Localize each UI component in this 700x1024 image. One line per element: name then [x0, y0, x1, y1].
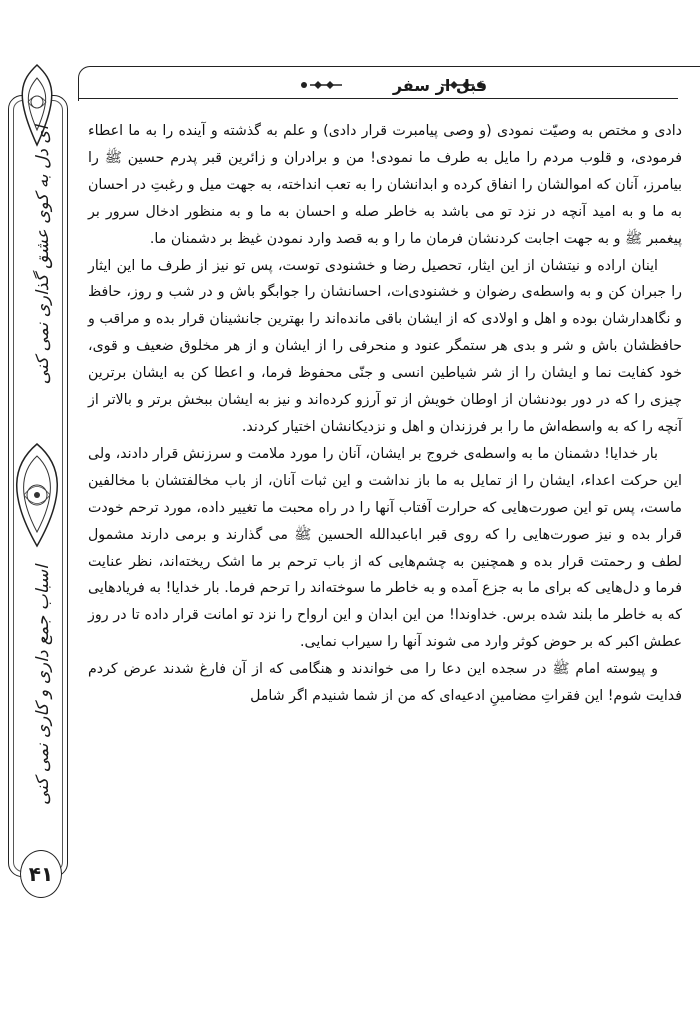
paragraph-1: دادی و مختص به وصیّت نمودی (و وصی پیامبرت قرار دادی) و علم به گذشته و آینده را به ما اعطاء فرمودی، و قلوب مردم را مایل به طرف ما نمودی! من و برادران و زائرین قبر پدرم حسین ﷺ را بیامرز، آنان که اموالشان را انفاق کرده و ابدانشان را به تعب انداخته، به جهت میل و رغبتِ در احسان به ما و به امید آنچه در نزد تو می باشد به خاطر صله و احسان به ما و به منظور ادخال سرور بر پیغمبر ﷺ و به جهت اجابت کردنشان فرمان ما را و به قصد وارد نمودن غیظ بر دشمنان ما. — [88, 123, 682, 247]
header-title: قبل از سفر — [392, 76, 488, 95]
side-verse-bottom: اسباب جمع داری و کاری نمی کنی — [33, 564, 53, 806]
paragraph-3: بار خدایا! دشمنان ما به واسطه‌ی خروج بر ایشان، آنان را مورد ملامت و سرزنش قرار دادند، ولی این حرکت اعداء، ایشان را از تمایل به ما باز نداشت و این ثبات آنان، از باب مخالفتشان با مخالفین ماست، پس تو این صورت‌هایی که حرارت آفتاب آنها را در راه محبت ما تغییر داده، مورد ترحم خودت قرار بده و نیز صورت‌هایی را که روی قبر اباعبدالله الحسین ﷺ می گذارند و برمی دارند مشمول لطف و رحمتت قرار بده و همچنین به چشم‌هایی که از باب ترحم بر ما اشک ریخته‌اند، نظر عنایت فرما و دل‌هایی که برای ما به جزع آمده و به خاطر ما سوخته‌اند را ترحم فرما. بار خدایا! به فریادهایی که به خاطر ما بلند شده برس. خداوندا! من این ابدان و این ارواح را نزد تو امانت قرار داده تا در روز عطش اکبر که بر حوض کوثر وارد می شوند آنها را سیراب نمایی. — [88, 445, 682, 651]
header-ornament-left-icon — [300, 79, 344, 91]
side-verse-top: ای دل به کوی عشق گذاری نمی کنی — [33, 125, 53, 385]
paragraph-2: اینان اراده و نیتشان از این ایثار، تحصیل رضا و خشنودی توست، پس تو نیز از طرف ما این ایثار را جبران کن و به واسطه‌ی رضوان و خشنودی‌ات، احسانشان را جوابگو باش و در شب و روز، حافظ و نگاهدارشان بوده و اهل و اولادی که از ایشان باقی مانده‌اند را بهترین جانشینان قرار بده و مراقب و حافظشان باش و شر و بدی هر ستمگر عنود و منحرفی را از ایشان و از هر مخلوق ضعیف و قوی، خود کفایت نما و ایشان را از شر شیاطین انسی و جنّی محفوظ فرما، و اعطا کن به ایشان برترین چیزی را که در دور بودنشان از اوطان خویش از تو آرزو کرده‌اند و نیز به ایشان ببخش برتر و بالاتر از آنچه را که به واسطه‌اش ما را بر فرزندان و اهل و نزدیکانشان اختیار کردند. — [88, 257, 682, 435]
body-text — [88, 118, 682, 710]
page-number: ۴۱ — [20, 850, 62, 898]
paragraph-4: و پیوسته امام ﷺ در سجده این دعا را می خواندند و هنگامی که از آن فارغ شدند عرض کردم فدایت شوم! این فقراتِ مضامینِ ادعیه‌ای که من از شما شنیدم اگر شامل — [88, 661, 682, 705]
